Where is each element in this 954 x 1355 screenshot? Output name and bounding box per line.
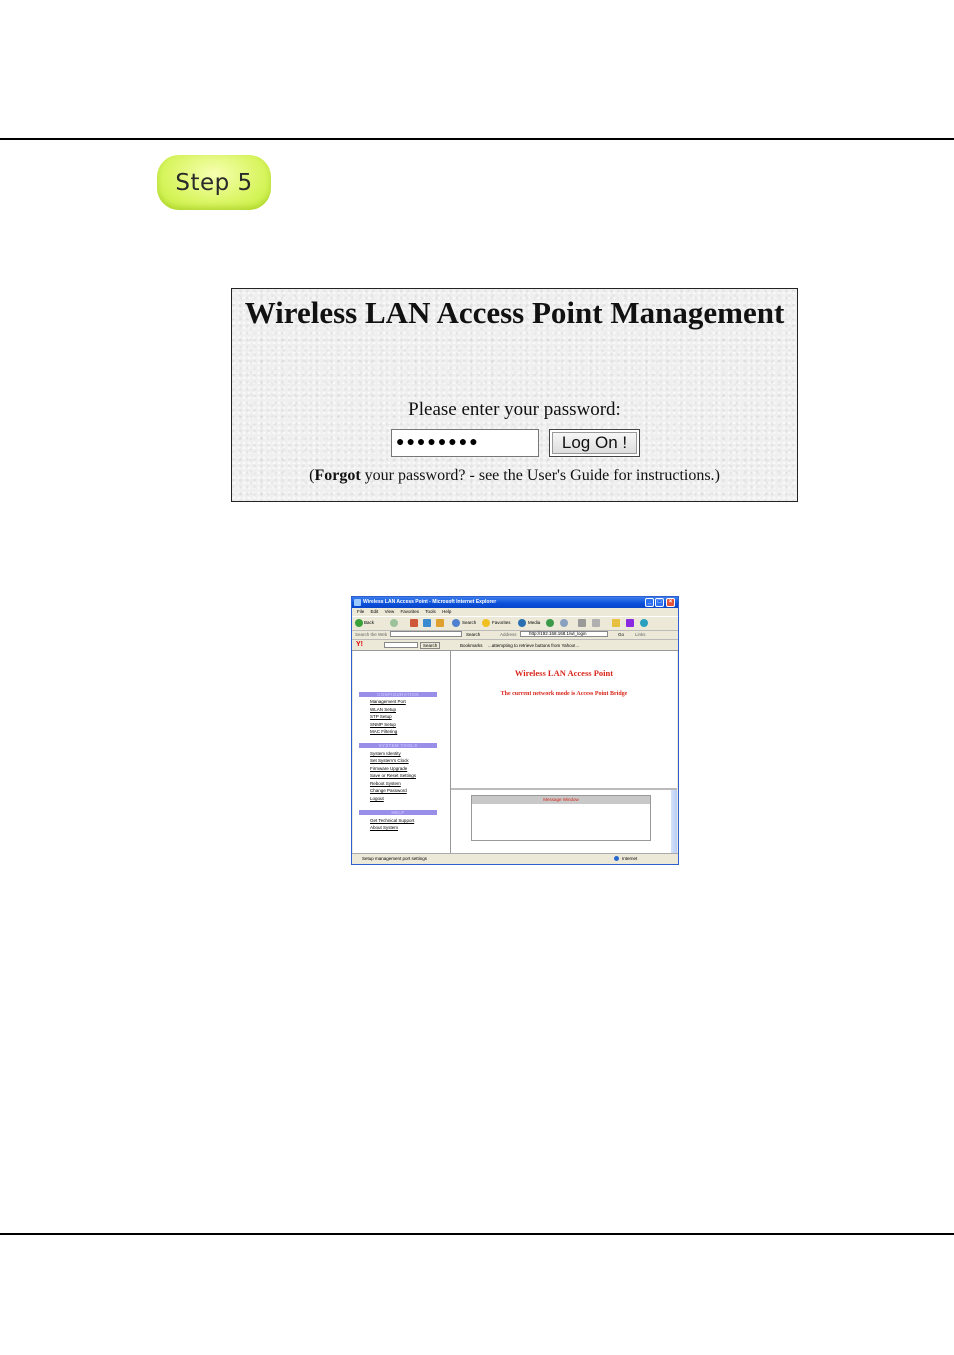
search-label: Search	[462, 620, 477, 625]
nav-management-port[interactable]: Management Port	[370, 699, 406, 704]
password-field[interactable]	[391, 429, 539, 457]
search-web-input[interactable]	[390, 631, 462, 637]
nav-save-reset[interactable]: Save or Reset Settings	[370, 773, 417, 778]
nav-wlan-setup[interactable]: WLAN Setup	[370, 707, 397, 712]
forgot-rest: your password? - see the User's Guide for instructions.	[360, 467, 715, 484]
minimize-icon[interactable]: _	[645, 598, 654, 607]
favorites-label: Favorites	[492, 620, 511, 625]
yahoo-toolbar	[352, 640, 678, 651]
edit-icon[interactable]	[592, 619, 600, 627]
maximize-icon[interactable]: □	[655, 598, 664, 607]
links-label: Links	[635, 632, 646, 637]
nav-snmp-setup[interactable]: SNMP Setup	[370, 722, 396, 727]
globe-icon	[614, 856, 619, 861]
main-title: Wireless LAN Access Point	[514, 668, 614, 678]
message-window	[471, 795, 651, 841]
messenger-icon[interactable]	[612, 619, 620, 627]
nav-heading-help: HELP	[359, 810, 437, 815]
media-label: Media	[528, 620, 541, 625]
login-panel	[231, 288, 798, 502]
search-web-button[interactable]: Search	[466, 632, 481, 637]
yahoo-logo: Y!	[356, 641, 363, 648]
message-scrollbar[interactable]	[671, 790, 677, 853]
yahoo-search-input[interactable]	[384, 642, 418, 648]
forgot-bold: Forgot	[314, 467, 361, 484]
nav-sidebar	[353, 651, 451, 853]
step-label: Step 5	[175, 169, 253, 196]
network-mode-text: The current network mode is Access Point Bridge	[500, 691, 628, 697]
address-field[interactable]	[520, 631, 608, 637]
browser-toolbar	[352, 616, 678, 631]
window-title: Wireless LAN Access Point - Microsoft Internet Explorer	[363, 599, 497, 605]
mail-icon[interactable]	[560, 619, 568, 627]
history-icon[interactable]	[546, 619, 554, 627]
yahoo-search-button[interactable]: Search	[420, 642, 440, 649]
print-icon[interactable]	[578, 619, 586, 627]
message-frame	[451, 790, 677, 853]
step-badge	[157, 155, 271, 210]
browser-titlebar	[352, 597, 678, 608]
nav-firmware-upgrade[interactable]: Firmware Upgrade	[370, 766, 408, 771]
login-title: Wireless LAN Access Point Management	[244, 295, 785, 330]
nav-mac-filtering[interactable]: MAC Filtering	[370, 729, 398, 734]
nav-reboot-system[interactable]: Reboot System	[370, 781, 401, 786]
status-zone: Internet	[622, 856, 638, 861]
close-icon[interactable]: ×	[666, 598, 675, 607]
close-paren: )	[714, 467, 720, 484]
browser-content	[353, 651, 677, 853]
nav-technical-support[interactable]: Get Technical Support	[370, 818, 415, 823]
menu-file[interactable]: File	[357, 609, 365, 614]
favorites-icon[interactable]	[482, 619, 490, 627]
status-text: Setup management port settings	[362, 856, 428, 861]
nav-logout[interactable]: Logout	[370, 796, 384, 801]
nav-stp-setup[interactable]: STP Setup	[370, 714, 392, 719]
search-icon[interactable]	[452, 619, 460, 627]
media-icon[interactable]	[518, 619, 526, 627]
stop-icon[interactable]	[410, 619, 418, 627]
password-mask: ●●●●●●●●	[396, 435, 480, 450]
bottom-rule	[0, 1233, 954, 1235]
ie-icon	[354, 599, 361, 606]
menu-bar	[352, 608, 678, 616]
refresh-icon[interactable]	[423, 619, 431, 627]
menu-edit[interactable]: Edit	[370, 609, 379, 614]
nav-change-password[interactable]: Change Password	[370, 788, 407, 793]
back-label: Back	[364, 620, 375, 625]
menu-favorites[interactable]: Favorites	[400, 609, 420, 614]
nav-heading-system-tools: SYSTEM TOOLS	[359, 743, 437, 748]
menu-view[interactable]: View	[384, 609, 395, 614]
browser-window	[351, 596, 679, 865]
nav-heading-configuration: CONFIGURATION	[359, 692, 437, 697]
message-window-title: Message Window	[472, 796, 650, 804]
address-value: http://192.168.168.1/wl_login	[529, 631, 587, 636]
open-paren: (	[309, 467, 315, 484]
search-address-bar	[352, 630, 678, 640]
menu-help[interactable]: Help	[442, 609, 452, 614]
top-rule	[0, 138, 954, 140]
go-button[interactable]: Go	[618, 632, 625, 637]
nav-set-clock[interactable]: Set System's Clock	[370, 758, 409, 763]
home-icon[interactable]	[436, 619, 444, 627]
main-frame	[451, 651, 677, 790]
password-prompt: Please enter your password:	[408, 399, 621, 420]
forgot-password-text	[232, 467, 797, 485]
address-label: Address	[500, 632, 517, 637]
menu-tools[interactable]: Tools	[425, 609, 436, 614]
status-bar	[352, 853, 678, 865]
nav-about-system[interactable]: About System	[370, 825, 399, 830]
bookmarks-button[interactable]: Bookmarks	[460, 643, 483, 648]
nav-system-identity[interactable]: System Identity	[370, 751, 401, 756]
back-icon[interactable]	[355, 619, 363, 627]
forward-icon[interactable]	[390, 619, 398, 627]
search-web-label: Search the Web	[355, 632, 388, 637]
msn-icon[interactable]	[640, 619, 648, 627]
log-on-button[interactable]: Log On !	[549, 429, 640, 457]
yahoo-status-text: ...attempting to retrieve buttons from Yahoo!...	[488, 643, 580, 648]
yahoo-icon[interactable]	[626, 619, 634, 627]
